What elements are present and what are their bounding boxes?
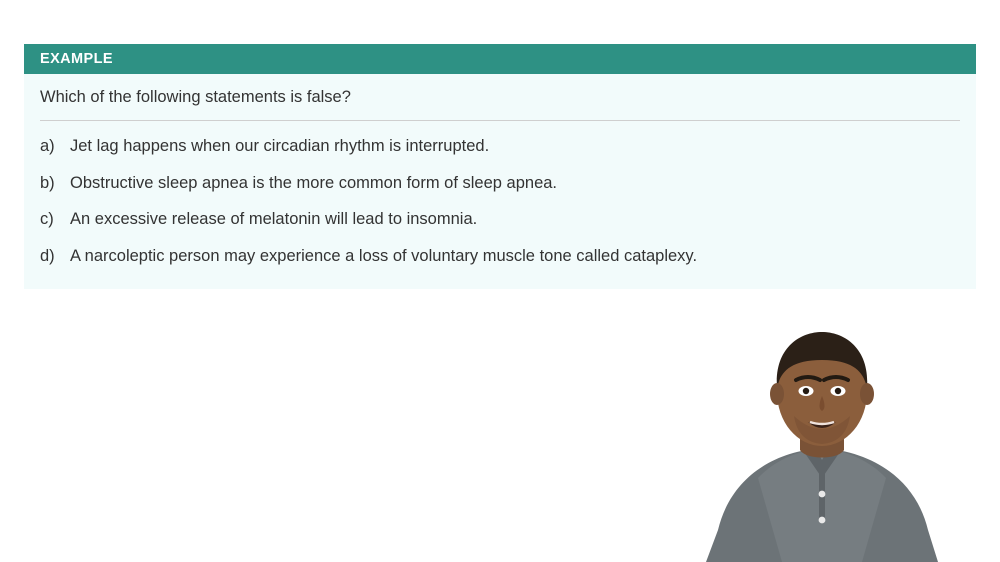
- choice-text: A narcoleptic person may experience a loss of voluntary muscle tone called cataplexy.: [70, 247, 698, 266]
- instructor-video: [696, 330, 948, 562]
- example-card: [24, 44, 976, 289]
- choice-letter: d): [40, 247, 55, 266]
- example-header-label: EXAMPLE: [40, 51, 113, 67]
- choice-option-a[interactable]: [40, 137, 960, 157]
- choice-text: Jet lag happens when our circadian rhythm is interrupted.: [70, 136, 490, 155]
- choice-text: An excessive release of melatonin will lead to insomnia.: [70, 210, 478, 229]
- choice-option-d[interactable]: [40, 247, 960, 267]
- example-body: [24, 74, 976, 289]
- choice-option-c[interactable]: [40, 210, 960, 230]
- choice-letter: a): [40, 136, 55, 155]
- choice-list: [40, 137, 960, 267]
- choice-letter: c): [40, 210, 54, 229]
- instructor-illustration: [696, 330, 948, 562]
- question-text: Which of the following statements is false?: [40, 88, 351, 106]
- example-header: [24, 44, 976, 74]
- divider: [40, 120, 960, 121]
- choice-letter: b): [40, 173, 55, 192]
- choice-option-b[interactable]: [40, 174, 960, 194]
- choice-text: Obstructive sleep apnea is the more common form of sleep apnea.: [70, 173, 557, 192]
